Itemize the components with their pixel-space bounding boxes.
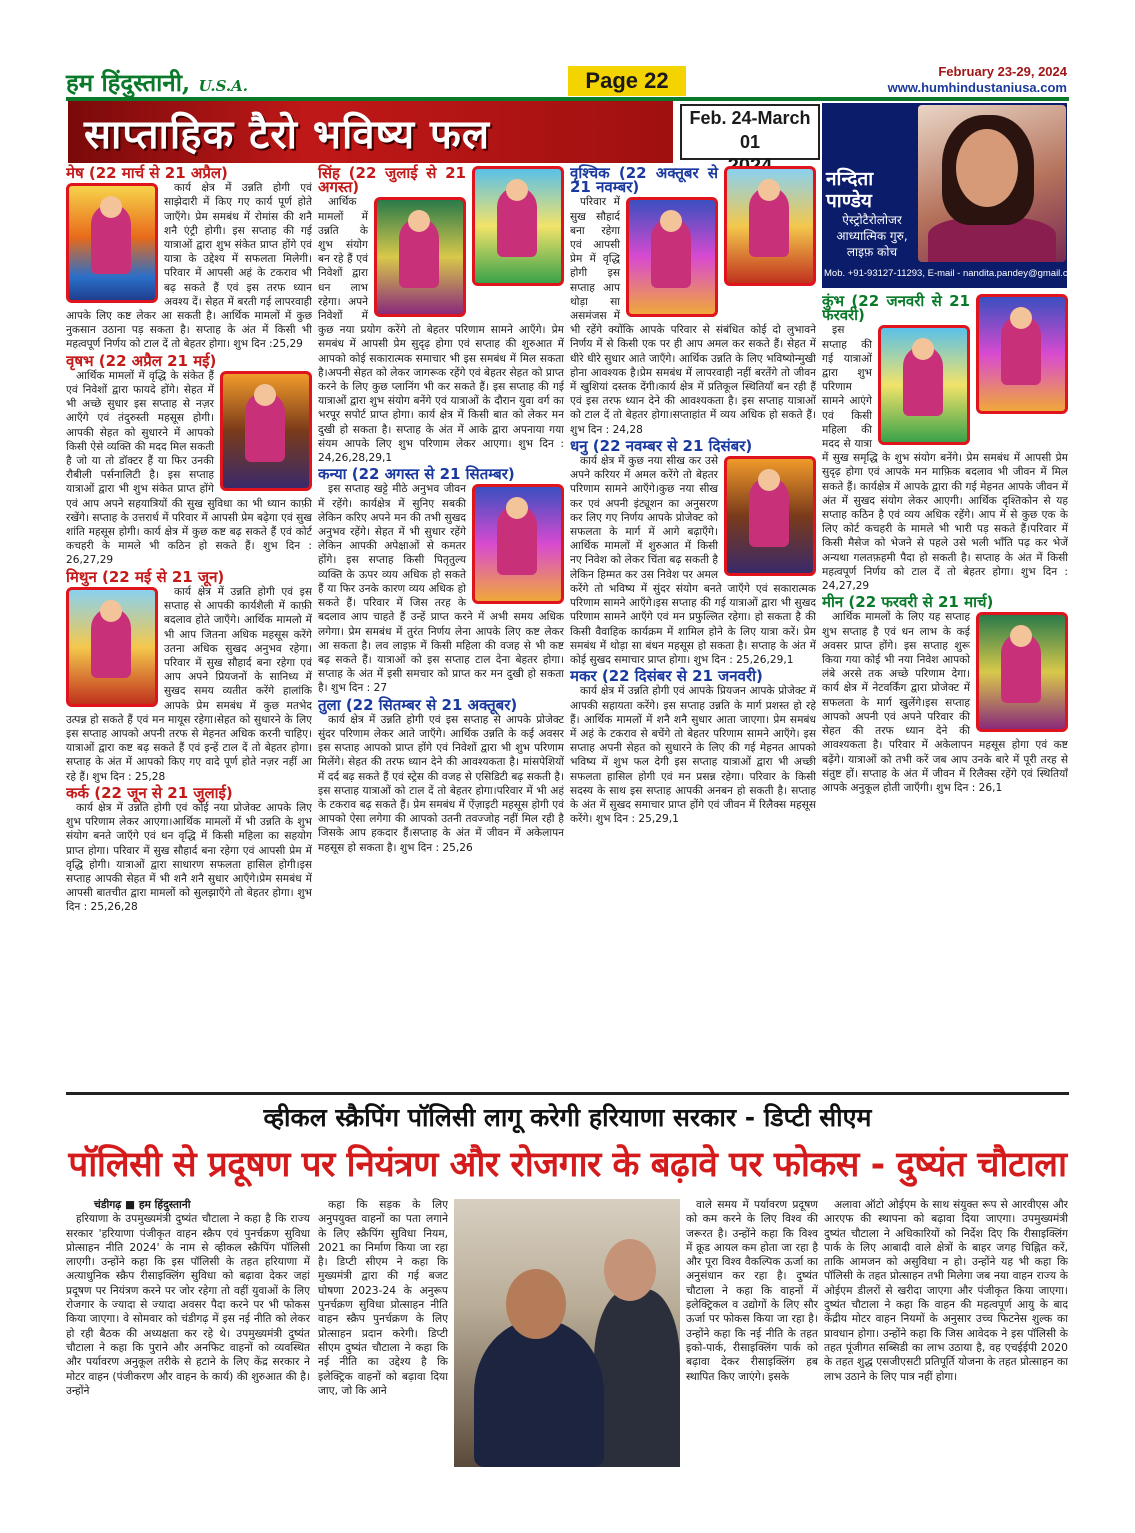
sign-title-makar: मकर (22 दिसंबर से 21 जनवरी) — [570, 667, 763, 686]
horoscope-column-4 — [822, 292, 1068, 1088]
sign-title-kanya: कन्या (22 अगस्त से 21 सितम्बर) — [318, 465, 515, 484]
news-text-1: हरियाणा के उपमुख्यमंत्री दुष्यंत चौटाला ने कहा है कि राज्य सरकार 'हरियाणा पंजीकृत वाहन स्क्रैप एवं पुनर्चक्रण सुविधा प्रोत्साहन नीति 2024' के नाम से व्हीकल स्क्रैपिंग पॉलिसी लाएगी। उन्होंने कहा कि इस पॉलिसी के तहत हरियाणा में अत्याधुनिक स्क्रैप रीसाइक्लिंग सुविधा को बढ़ावा देकर जहां प्रदूषण पर नियंत्रण करने पर जोर रहेगा तो वहीं युवाओं के लिए रोजगार के ज्यादा से ज्यादा अवसर पैदा करने पर भी फोकस किया जाएगा। वे सोमवार को चंडीगढ़ में इस नई नीति को लेकर हो रही बैठक की अध्यक्षता कर रहे थे। उपमुख्यमंत्री दुष्यंत चौटाला ने कहा कि पुराने और अनफिट वाहनों को व्यवस्थित और पर्यावरण अनुकूल तरीके से हटाने के लिए केंद्र सरकार ने मोटर वाहन (पंजीकरण और वाहन के कार्य) की शुरुआत की है। उन्होंने — [66, 1212, 310, 1397]
news-headline: पॉलिसी से प्रदूषण पर नियंत्रण और रोजगार के बढ़ावे पर फोकस - दुष्यंत चौटाला — [68, 1145, 1067, 1185]
sign-title-meen: मीन (22 फरवरी से 21 मार्च) — [822, 593, 994, 612]
sign-title-singh: सिंह (22 जुलाई से 21 अगस्त) — [318, 164, 466, 197]
sign-text-singh: आर्थिक मामलों में उन्नति के शुभ संयोग बन रहे हैं एवं निवेशों द्वारा धन लाभ रहेगा। अपने निवेशों में कुछ नया प्रयोग करेंगे तो बेहतर परिणाम सामने आएँगे। प्रेम समबंध में आपसी प्रेम सुदृढ़ होगा एवं सप्ताह की शुरुआत में आपको कोई सकारात्मक समाचार भी इस समबंध में मिल सकता है।अपनी सेहत को लेकर जागरूक रहेंगे एवं बेहतर सेहत को प्राप्त करने के लिए कुछ प्लानिंग भी कर सकते हैं। इस सप्ताह की गई यात्राओं द्वारा शुभ संयोग बनेंगे एवं यात्राओं के दौरान युवा वर्ग का भरपूर सपोर्ट प्राप्त होगा। कार्य क्षेत्र में किसी बात को लेकर मन दुखी हो सकता है। सप्ताह के अंत में आके द्वारा अपनाया गया संयम आपके लिए शुभ परिणाम लेकर आएगा। शुभ दिन : 24,26,28,29,1 — [318, 196, 564, 465]
tarot-card-image — [976, 612, 1068, 732]
news-text-4: अलावा ऑटो ओईएम के साथ संयुक्त रूप से आरवीएस और आरएफ की स्थापना को बढ़ावा दिया जाएगा। उपमुख्यमंत्री दुष्यंत चौटाला ने अधिकारियों को निर्देश दिए कि रीसाइक्लिंग पार्क के लिए आबादी वाले क्षेत्रों के बाहर जगह चिह्नित करें, ताकि आमजन को असुविधा न हो। उन्होंने यह भी कहा कि पॉलिसी के तहत प्रोत्साहन तभी मिलेगा जब नया वाहन राज्य के ओईएम डीलरों से खरीदा जाएगा और पंजीकृत किया जाएगा। दुष्यंत चौटाला ने कहा कि वाहन की महत्वपूर्ण आयु के बाद केंद्रीय मोटर वाहन नियमों के अनुसार उच्च फिटनेस शुल्क का प्रावधान होगा। उन्होंने कहा कि जिस आवेदक ने इस पॉलिसी के तहत पूंजीगत सब्सिडी का लाभ उठाया है, वह एचईईपी 2020 के तहत शुद्ध एसजीएसटी प्रतिपूर्ति योजना के तहत प्रोत्साहन का लाभ उठाने के लिए पात्र नहीं होगा। — [824, 1198, 1068, 1383]
news-text-3: वाले समय में पर्यावरण प्रदूषण को कम करने के लिए विश्व की जरूरत है। उन्होंने कहा कि विश्व में क्रूड आयल कम होता जा रहा है और पूरा विश्व वैकल्पिक ऊर्जा का अनुसंधान कर रहा है। दुष्यंत चौटाला ने कहा कि वाहनों में इलेक्ट्रिकल व उद्योगों के लिए सौर ऊर्जा पर फोकस किया जा रहा है। उन्होंने कहा कि नई नीति के तहत इको-पार्क, रीसाइक्लिंग पार्क को बढ़ावा देकर रीसाइक्लिंग हब स्थापित किए जाएंगे। इसके — [686, 1198, 818, 1383]
horoscope-column-3 — [570, 164, 816, 1088]
sign-title-vrishchik: वृश्चिक (22 अक्तूबर से 21 नवम्बर) — [570, 164, 718, 197]
sign-text-kark: कार्य क्षेत्र में उन्नति होगी एवं कोई नया प्रोजेक्ट आपके लिए शुभ परिणाम लेकर आएगा।आर्थिक मामलों में भी उन्नति के शुभ संयोग बनते जाएँगे एवं धन वृद्धि में किसी महिला का सहयोग प्राप्त होगा। परिवार में सुख सौहार्द बना रहेगा एवं आपसी प्रेम में वृद्धि होगी। यात्राओं द्वारा साधारण सफलता हासिल होगी।इस सप्ताह आपकी सेहत में भी शनै शनै सुधार आएँगे।प्रेम समबंध में आपसी बातचीत द्वारा मामलों को सुलझाएँगे तो बेहतर होगा। शुभ दिन : 25,26,28 — [66, 801, 312, 914]
sign-title-mithun: मिथुन (22 मई से 21 जून) — [66, 567, 225, 586]
tarot-card-image — [724, 166, 816, 286]
news-kicker: व्हीकल स्क्रैपिंग पॉलिसी लागू करेगी हरियाणा सरकार - डिप्टी सीएम — [263, 1103, 872, 1132]
sign-title-kumbh: कुंभ (22 जनवरी से 21 फरवरी) — [822, 292, 970, 325]
tarot-card-image — [878, 325, 970, 445]
news-dateline: चंडीगढ़ ■ हम हिंदुस्तानी — [94, 1198, 191, 1211]
news-column-4 — [824, 1198, 1068, 1470]
sign-text-vrishchik: परिवार में सुख सौहार्द बना रहेगा एवं आपसी प्रेम में वृद्धि होगी इस सप्ताह आप थोड़ा सा असमंजस में भी रहेंगे क्योंकि आपके परिवार से संबंधित कोई दो लुभावने निर्णय में से किसी एक पर ही आप अमल कर सकते हैं। सेहत में धीरे धीरे सुधार आते जाएँगे। आर्थिक उन्नति के लिए भविष्योन्मुखी होना आवश्यक है।प्रेम समबंध में लापरवाही नहीं बरतेंगे तो जीवन में खुशियां दस्तक देंगी।कार्य क्षेत्र में प्रतिकूल स्थितियाँ बन रही हैं एवं इस तरफ ध्यान देने की आवश्यकता है। इस सप्ताह यात्राओं को टाल दें तो बेहतर होगा।सप्ताहांत में व्यय अधिक हो सकते हैं। शुभ दिन : 24,28 — [570, 196, 816, 436]
page-title: साप्ताहिक टैरो भविष्य फल — [84, 111, 490, 158]
tarot-card-image — [976, 294, 1068, 414]
sign-text-dhanu: कार्य क्षेत्र में कुछ नया सीख कर उसे अपने करियर में अमल करेंगे तो बेहतर परिणाम सामने आएँगे।कुछ नया सीख कर एवं अपनी इंट्यूशन का अनुसरण कर लिए गए निर्णय आपके प्रोजेक्ट को सफलता के मार्ग में आगे बढ़ाएँगे। आर्थिक मामलों में शुरुआत में किसी नए निवेश को लेकर चिंता बढ़ सकती है लेकिन हिम्मत कर उस निवेश पर अमल करेंगे तो भविष्य में सुंदर संयोग बनते जाएँगे एवं सकारात्मक परिणाम सामने आएँगे।इस सप्ताह की गई यात्राओं द्वारा भी सुखद परिणाम सामने आएँगे एवं मन प्रफुल्लित रहेगा। हो सकता है की किसी वैवाहिक कार्यक्रम में शामिल होने के लिए यात्रा करें। प्रेम समबंध में थोड़ा सा बंधन महसूस हो सकता है। सप्ताह के अंत में कोई सुखद समाचार प्राप्त होगा। शुभ दिन : 25,26,29,1 — [570, 455, 816, 666]
website-link[interactable]: www.humhindustaniusa.com — [887, 80, 1067, 95]
sign-text-mithun: कार्य क्षेत्र में उन्नति होगी एवं इस सप्ताह से आपकी कार्यशैली में काफ़ी बदलाव होते जाएँगे। आर्थिक मामलो में भी आप जितना अधिक महसूस करेंगे उतना अधिक सुखद अनुभव रहेगा।परिवार में सुख सौहार्द बना रहेगा एवं आप अपने प्रियजनों के सानिध्य में सुखद समय व्यतीत करेंगे हालांकि आपके प्रेम समबंध में कुछ मतभेद उत्पन्न हो सकते हैं एवं मन मायूस रहेगा।सेहत को सुधारने के लिए इस सप्ताह आपको अपनी तरफ से मेहनत अधिक करनी चाहिए। यात्राओं द्वारा कष्ट बढ़ सकते हैं एवं इन्हें टाल दें तो बेहतर होगा। सप्ताह के अंत में आपको किए गए वादे पूर्ण होते नज़र नहीं आ रहे हैं। शुभ दिन : 25,28 — [66, 585, 312, 783]
author-name: नन्दिता पाण्डेय — [826, 168, 874, 212]
date-range-box — [680, 104, 820, 160]
news-column-2 — [318, 1198, 448, 1470]
tarot-card-image — [66, 183, 158, 303]
sign-text-vrishabh: आर्थिक मामलों में वृद्धि के संकेत हैं एवं निवेशों द्वारा फायदे होंगे। सेहत में भी अच्छे सुधार इस सप्ताह से नज़र आएँगे एवं तंदुरुस्ती महसूस होगी।आपकी सेहत को सुधारने में आपको किसी ऐसे व्यक्ति की मदद मिल सकती है जो या तो डॉक्टर हैं या फिर उनकी रौबीली पर्सनालिटी है। इस सप्ताह यात्राओं द्वारा भी शुभ संकेत प्राप्त होंगे एवं आप अपने सहयात्रियों की सुख सुविधा का भी ध्यान काफ़ी रखेंगे। सप्ताह के उत्तरार्ध में परिवार में आपसी प्रेम बढ़ेगा एवं सुख शांति महसूस होगी। कार्य क्षेत्र में कुछ कष्ट बढ़ सकते हैं एवं कोर्ट कचहरी के मामले भी कठिन हो सकते हैं। शुभ दिन : 26,27,29 — [66, 369, 312, 567]
tarot-card-image — [472, 166, 564, 286]
sign-text-kumbh: इस सप्ताह की गई यात्राओं द्वारा शुभ परिणाम सामने आएंगे एवं किसी महिला की मदद से यात्रा में सुख समृद्धि के शुभ संयोग बनेंगे। प्रेम समबंध में आपसी प्रेम सुदृढ़ होगा एवं आपके मन माफ़िक बदलाव भी जीवन में मिल सकते हैं। कार्यक्षेत्र में आपके द्वारा की गई मेहनत आपके जीवन में अंत में सुखद संयोग लेकर आएगी। आर्थिक दृश्तिकोन से यह सप्ताह कठिन है एवं व्यय अधिक रहेंगे। आप में से कुछ एक के लिए कोर्ट कचहरी के मामले भी भारी पड़ सकते हैं।परिवार में किसी मैसेज को भेजने से पहले उसे भली भाँति पढ़ कर भेजें अन्यथा गलतफ़हमी पैदा हो सकती है। सप्ताह के अंत में किसी महत्वपूर्ण निर्णय को टाल दें तो बेहतर होगा। शुभ दिन : 24,27,29 — [822, 324, 1068, 593]
tarot-card-image — [724, 456, 816, 576]
news-text-2: कहा कि सड़क के लिए अनुपयुक्त वाहनों का पता लगाने के लिए स्क्रैपिंग सुविधा नियम, 2021 का निर्माण किया जा रहा है। डिप्टी सीएम ने कहा कि मुख्यमंत्री द्वारा की गई बजट घोषणा 2023-24 के अनुरूप पुनर्चक्रण सुविधा प्रोत्साहन नीति वाहन स्क्रैप पुनर्चक्रण के लिए प्रोत्साहन प्रदान करेगी। डिप्टी सीएम दुष्यंत चौटाला ने कहा कि नई नीति का उद्देश्य है कि इलेक्ट्रिक वाहनों को बढ़ावा दिया जाए, जो कि आने — [318, 1198, 448, 1397]
sign-title-tula: तुला (22 सितम्बर से 21 अक्तूबर) — [318, 695, 518, 714]
sign-title-vrishabh: वृषभ (22 अप्रैल 21 मई) — [66, 351, 217, 370]
masthead: हम हिंदुस्तानी, U.S.A. — [66, 68, 248, 97]
author-photo — [918, 105, 1066, 262]
tarot-card-image — [626, 197, 718, 317]
tarot-card-image — [374, 197, 466, 317]
author-role: ऐस्ट्रोटैरोलोजर आध्यात्मिक गुरु, लाइफ़ कोच — [836, 213, 908, 259]
horoscope-column-2 — [318, 164, 564, 1088]
news-column-1 — [66, 1198, 310, 1470]
tarot-card-image — [220, 371, 312, 491]
author-contact: Mob. +91-93127-11293, E-mail - nandita.pandey@gmail.com — [824, 268, 1081, 279]
news-column-3 — [686, 1198, 818, 1470]
horoscope-column-1 — [66, 164, 312, 1088]
page-number: Page 22 — [568, 66, 686, 96]
issue-date: February 23-29, 2024 — [938, 64, 1067, 79]
tarot-card-image — [472, 484, 564, 604]
news-photo — [454, 1199, 680, 1467]
sign-text-tula: कार्य क्षेत्र में उन्नति होगी एवं इस सप्ताह से आपके प्रोजेक्ट सुंदर परिणाम लेकर आते जाएँगे। आर्थिक उन्नति के कई अवसर इस सप्ताह आपको प्राप्त होंगे एवं निवेशों द्वारा भी शुभ परिणाम मिलेंगे। सेहत की तरफ ध्यान देने की आवश्यकता है। मांसपेशियों में दर्द बढ़ सकते हैं एवं स्ट्रेस की वजह से एसिडिटी बढ़ सकती है। इस सप्ताह यात्राओं को टाल दें तो बेहतर होगा।परिवार में भी अहं के टकराव बढ़ सकते हैं। प्रेम समबंध में ऐंज़ाइटी महसूस होगी एवं आपको ऐसा लगेगा की आपको उतनी तवज्जोह नहीं मिल रही है जिसके आप हकदार हैं।सप्ताह के अंत में जीवन में अकेलापन महसूस हो सकता है। शुभ दिन : 25,26 — [318, 713, 564, 854]
sign-text-meen: आर्थिक मामलों के लिए यह सप्ताह शुभ सप्ताह है एवं धन लाभ के कई अवसर प्राप्त होंगे। इस सप्ताह शुरू किया गया कोई भी नया निवेश आपको लंबे अरसे तक अच्छे परिणाम देगा। कार्य क्षेत्र में नेटवर्किंग द्वारा प्रोजेक्ट में सफलता के मार्ग खुलेंगे।इस सप्ताह आपको अपनी एवं अपने परिवार की सेहत की तरफ ध्यान देने की आवश्यकता है। परिवार में अकेलापन महसूस होगा एवं कष्ट बढ़ेंगे। यात्राओं को तभी करें जब आप उनके बारे में पूरी तरह से संतुष्ट हों। सप्ताह के अंत में जीवन में रिलैक्स रहेंगे एवं स्थितियाँ आपके अनुकूल होती जाएँगी। शुभ दिन : 26,1 — [822, 611, 1068, 794]
sign-title-kark: कर्क (22 जून से 21 जुलाई) — [66, 783, 233, 802]
sign-title-mesh: मेष (22 मार्च से 21 अप्रैल) — [66, 164, 228, 182]
section-divider — [66, 1092, 1069, 1095]
tarot-card-image — [66, 587, 158, 707]
sign-text-kanya: इस सप्ताह खट्टे मीठे अनुभव जीवन में रहेंगे। कार्यक्षेत्र में सुनिए सबकी लेकिन करिए अपने मन की तभी सुखद अनुभव रहेंगे। सेहत में भी सुधार रहेंगे लेकिन आपकी अपेक्षाओं से कमतर होंगे। इस सप्ताह किसी पितृतुल्य व्यक्ति के ऊपर व्यय अधिक हो सकते हैं या फिर उनके कारण व्यय अधिक हो सकते हैं। परिवार में जिस तरह के बदलाव आप चाहते हैं उन्हें प्राप्त करने में अभी समय अधिक लगेगा। प्रेम समबंध में तुरंत निर्णय लेना आपके लिए कष्ट लेकर आ सकता है। लव लाइफ़ में किसी महिला की वजह से भी कष्ट बढ़ सकते हैं। यात्राओं को इस सप्ताह टाल देना बेहतर होगा। सप्ताह के अंत में इसी समचार को प्राप्त कर मन दुखी हो सकता है। शुभ दिन : 27 — [318, 483, 564, 695]
date-range: Feb. 24-March 01 — [689, 108, 811, 152]
sign-text-makar: कार्य क्षेत्र में उन्नति होगी एवं आपके प्रियजन आपके प्रोजेक्ट में आपकी सहायता करेंगे। इस सप्ताह उन्नति के मार्ग प्रशस्त हो रहे हैं। आर्थिक मामलों में शनै शनै सुधार आता जाएगा। प्रेम समबंध में अहं के टकराव से बचेंगे तो बेहतर परिणाम सामने आएँगे। इस सप्ताह अपनी सेहत को सुधारने के लिए की गई मेहनत आपको भविष्य में शुभ फल देगी इस सप्ताह यात्राओं द्वारा भी अच्छी सफलता हासिल होगी एवं मन प्रसन्न रहेगा। परिवार के किसी सदस्य के साथ इस सप्ताह आपकी अनबन हो सकती है। सप्ताह के अंत में सुखद समाचार प्राप्त होंगे एवं जीवन में रिलैक्स महसूस करेंगे। शुभ दिन : 25,29,1 — [570, 685, 816, 826]
sign-title-dhanu: धनु (22 नवम्बर से 21 दिसंबर) — [570, 436, 753, 455]
sign-text-mesh: कार्य क्षेत्र में उन्नति होगी एवं साझेदारी में किए गए कार्य पूर्ण होते जाएँगे। प्रेम समबंध में रोमांस की शनै शनै एंट्री होगी। इस सप्ताह की गई यात्राओं द्वारा शुभ संकेत प्राप्त होंगे एवं यात्रा के उद्देश्य में सफलता मिलेगी।परिवार में आपसी अहं के टकराव भी बढ़ सकते हैं एवं इस तरफ ध्यान अवश्य दें। सेहत में बरती गई लापरवाही आपके लिए कष्ट लेकर आ सकती है। आर्थिक मामलों में कुछ नुकसान उठाना पड़ सकता है। सप्ताह के अंत में किसी भी महत्वपूर्ण निर्णय को टाल दें तो बेहतर होगा। शुभ दिन :25,29 — [66, 182, 312, 351]
